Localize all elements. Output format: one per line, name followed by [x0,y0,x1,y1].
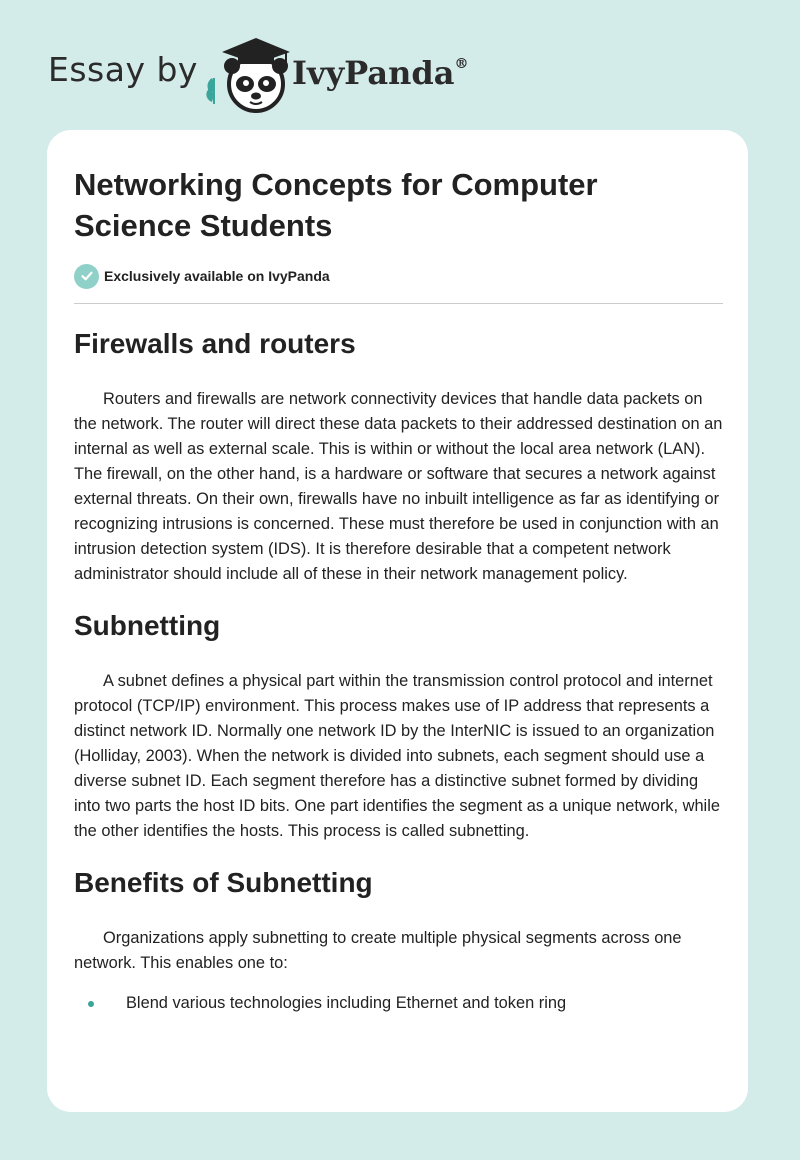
benefits-list [74,991,724,1016]
divider [74,303,723,304]
section-heading: Firewalls and routers [74,328,356,359]
registered-mark: ® [454,56,469,72]
section-heading: Subnetting [74,610,221,641]
section-firewalls [74,320,724,587]
section-paragraph: A subnet defines a physical part within the transmission control protocol and internet protocol (TCP/IP) environment. This process makes use of IP address that represents a distinct network ID. Normally one network ID by the InterNIC is issued to an organization (Holliday, 2003). When the network is divided into subnets, each segment should use a diverse subnet ID. Each segment therefore has a distinctive subnet formed by dividing into two parts the host ID bits. One part identifies the segment as a unique network, while the other identifies the hosts. This process is called subnetting. [74,672,720,840]
section-paragraph: Organizations apply subnetting to create multiple physical segments across one network. This enables one to: [74,929,682,972]
checkmark-icon [74,264,99,289]
badge-text: Exclusively available on IvyPanda [104,268,330,284]
section-paragraph: Routers and firewalls are network connectivity devices that handle data packets on the network. The router will direct these data packets to their addressed destination on an internal as well as external scale. This is within or without the local area network (LAN). The firewall, on the other hand, is a hardware or software that secures a network against external threats. On their own, firewalls have no inbuilt intelligence as far as identifying or recognizing intrusions is concerned. These must therefore be used in conjunction with an intrusion detection system (IDS). It is therefore desirable that a competent network administrator should include all of these in their network management policy. [74,390,723,583]
brand-name[interactable]: IvyPanda® [292,54,469,92]
section-heading: Benefits of Subnetting [74,867,373,898]
section-benefits [74,859,724,1016]
essay-content [74,320,724,1016]
essay-card [47,130,748,1112]
page-title: Networking Concepts for Computer Science Students [74,167,598,243]
panda-logo-icon[interactable] [200,34,300,114]
exclusive-badge [74,263,330,289]
essay-by-label: Essay by [48,50,198,89]
site-header [0,0,800,130]
list-item [74,991,724,1016]
list-item-text: Blend various technologies including Ethernet and token ring [126,994,567,1012]
section-subnetting [74,602,724,844]
bullet-icon [88,1001,94,1007]
